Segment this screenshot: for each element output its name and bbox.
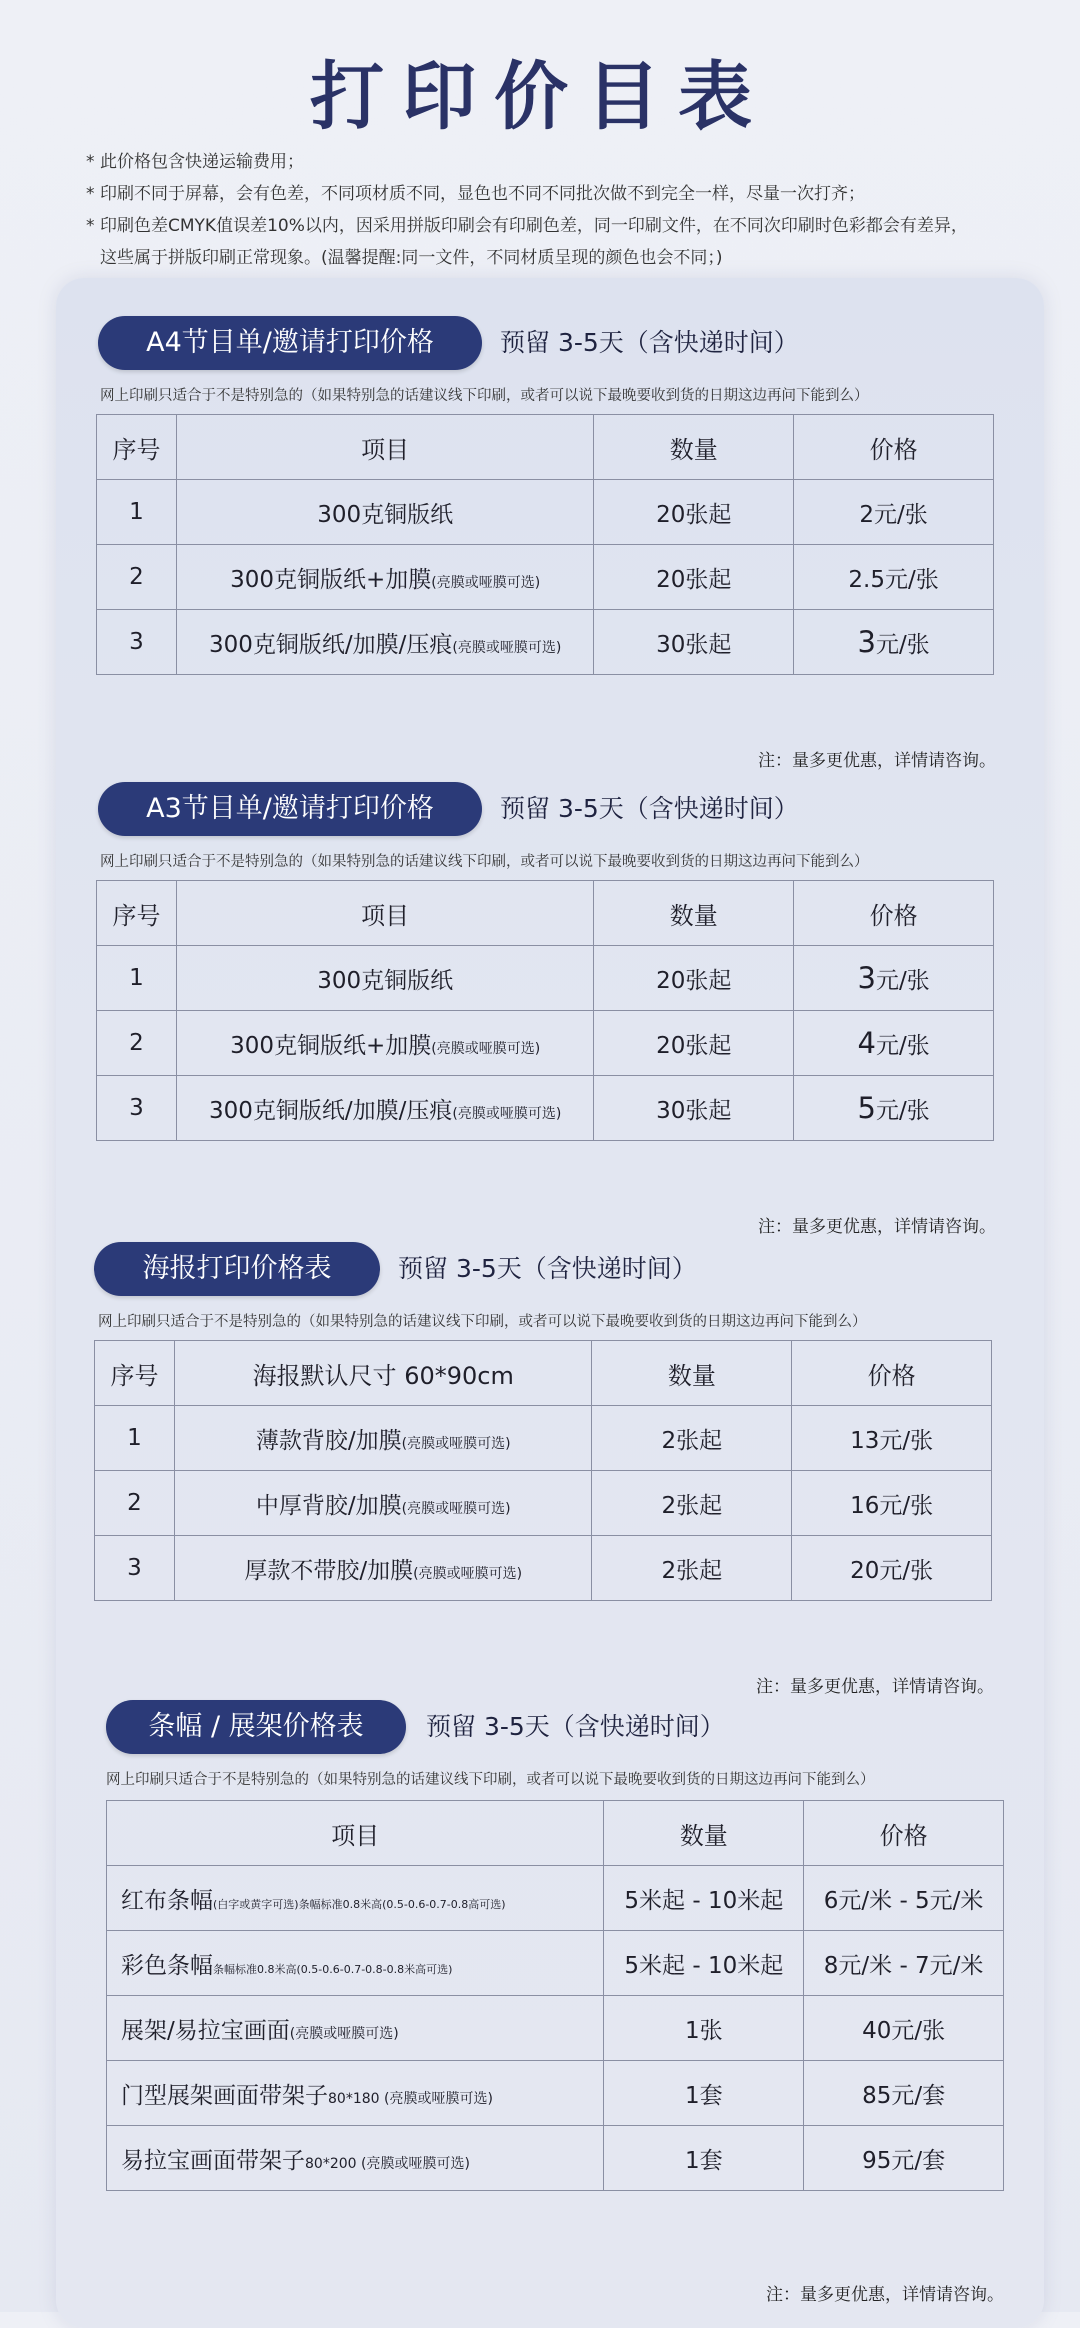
cell-price: 40元/张 [804, 1996, 1004, 2061]
header-item: 项目 [176, 415, 594, 480]
cell-price: 3元/张 [794, 946, 994, 1011]
header-size: 海报默认尺寸 60*90cm [174, 1341, 592, 1406]
table-header [95, 1341, 992, 1406]
cell-price: 5元/张 [794, 1076, 994, 1141]
cell-price: 4元/张 [794, 1011, 994, 1076]
cell-qty: 20张起 [594, 480, 794, 545]
header-qty: 数量 [594, 881, 794, 946]
header-price: 价格 [804, 1801, 1004, 1866]
section-banner-title: 条幅 / 展架价格表 [106, 1700, 406, 1754]
cell-no: 2 [95, 1471, 175, 1536]
cell-item: 300克铜版纸+加膜(亮膜或哑膜可选) [176, 1011, 594, 1076]
cell-qty: 30张起 [594, 1076, 794, 1141]
section-a3-title: A3节目单/邀请打印价格 [98, 782, 482, 836]
cell-no: 3 [97, 610, 177, 675]
cell-item: 厚款不带胶/加膜(亮膜或哑膜可选) [174, 1536, 592, 1601]
cell-price: 6元/米 - 5元/米 [804, 1866, 1004, 1931]
table-row [107, 2061, 1004, 2126]
note-2: * 印刷不同于屏幕，会有色差，不同项材质不同，显色也不同不同批次做不到完全一样，尽量一次打齐； [86, 184, 865, 204]
header-item: 项目 [176, 881, 594, 946]
header-no: 序号 [95, 1341, 175, 1406]
note-1: * 此价格包含快递运输费用； [86, 152, 304, 172]
cell-price: 95元/套 [804, 2126, 1004, 2191]
cell-no: 3 [97, 1076, 177, 1141]
header-qty: 数量 [592, 1341, 792, 1406]
section-a4-footnote: 注：量多更优惠，详情请咨询。 [758, 751, 996, 771]
table-a3 [96, 880, 994, 1141]
cell-item: 彩色条幅条幅标准0.8米高(0.5-0.6-0.7-0.8-0.8米高可选) [107, 1931, 604, 1996]
section-banner-subnote: 网上印刷只适合于不是特别急的（如果特别急的话建议线下印刷，或者可以说下最晚要收到货的日期这边再问下能到么） [106, 1772, 875, 1788]
cell-price: 2元/张 [794, 480, 994, 545]
section-a4-title: A4节目单/邀请打印价格 [98, 316, 482, 370]
cell-price: 13元/张 [792, 1406, 992, 1471]
cell-qty: 2张起 [592, 1536, 792, 1601]
cell-item: 300克铜版纸/加膜/压痕(亮膜或哑膜可选) [176, 1076, 594, 1141]
cell-price: 3元/张 [794, 610, 994, 675]
table-row [107, 2126, 1004, 2191]
table-row [95, 1406, 992, 1471]
cell-item: 门型展架画面带架子80*180 (亮膜或哑膜可选) [107, 2061, 604, 2126]
header-item: 项目 [107, 1801, 604, 1866]
cell-qty: 30张起 [594, 610, 794, 675]
section-a4-delivery: 预留 3-5天（含快递时间） [500, 328, 799, 357]
section-a3-delivery: 预留 3-5天（含快递时间） [500, 794, 799, 823]
cell-no: 1 [97, 480, 177, 545]
header-qty: 数量 [604, 1801, 804, 1866]
cell-qty: 1张 [604, 1996, 804, 2061]
table-row [107, 1931, 1004, 1996]
table-row [97, 1076, 994, 1141]
note-3: * 印刷色差CMYK值误差10%以内，因采用拼版印刷会有印刷色差，同一印刷文件，在不同次印刷时色彩都会有差异， [86, 216, 968, 236]
cell-no: 2 [97, 545, 177, 610]
table-row [97, 545, 994, 610]
table-row [97, 1011, 994, 1076]
header-price: 价格 [794, 415, 994, 480]
cell-item: 300克铜版纸/加膜/压痕(亮膜或哑膜可选) [176, 610, 594, 675]
section-poster-title: 海报打印价格表 [94, 1242, 380, 1296]
cell-qty: 2张起 [592, 1471, 792, 1536]
price-panel [56, 278, 1044, 2328]
cell-no: 2 [97, 1011, 177, 1076]
cell-qty: 1套 [604, 2126, 804, 2191]
header-no: 序号 [97, 881, 177, 946]
section-banner-footnote: 注：量多更优惠，详情请咨询。 [766, 2285, 1004, 2305]
table-row [97, 480, 994, 545]
section-poster-delivery: 预留 3-5天（含快递时间） [398, 1254, 697, 1283]
cell-no: 1 [95, 1406, 175, 1471]
cell-qty: 5米起 - 10米起 [604, 1866, 804, 1931]
section-a3-subnote: 网上印刷只适合于不是特别急的（如果特别急的话建议线下印刷，或者可以说下最晚要收到货的日期这边再问下能到么） [100, 854, 869, 870]
table-row [95, 1536, 992, 1601]
note-4: 这些属于拼版印刷正常现象。(温馨提醒:同一文件，不同材质呈现的颜色也会不同；) [100, 248, 723, 268]
cell-item: 展架/易拉宝画面(亮膜或哑膜可选) [107, 1996, 604, 2061]
cell-item: 薄款背胶/加膜(亮膜或哑膜可选) [174, 1406, 592, 1471]
header-price: 价格 [792, 1341, 992, 1406]
table-poster [94, 1340, 992, 1601]
table-row [95, 1471, 992, 1536]
cell-price: 8元/米 - 7元/米 [804, 1931, 1004, 1996]
cell-item: 红布条幅(白字或黄字可选)条幅标准0.8米高(0.5-0.6-0.7-0.8高可选) [107, 1866, 604, 1931]
section-poster-subnote: 网上印刷只适合于不是特别急的（如果特别急的话建议线下印刷，或者可以说下最晚要收到货的日期这边再问下能到么） [98, 1314, 867, 1330]
cell-item: 300克铜版纸 [176, 480, 594, 545]
table-header [107, 1801, 1004, 1866]
section-a4-subnote: 网上印刷只适合于不是特别急的（如果特别急的话建议线下印刷，或者可以说下最晚要收到货的日期这边再问下能到么） [100, 388, 869, 404]
section-a3-footnote: 注：量多更优惠，详情请咨询。 [758, 1217, 996, 1237]
cell-price: 20元/张 [792, 1536, 992, 1601]
cell-qty: 20张起 [594, 946, 794, 1011]
cell-qty: 2张起 [592, 1406, 792, 1471]
cell-price: 2.5元/张 [794, 545, 994, 610]
cell-no: 1 [97, 946, 177, 1011]
cell-item: 中厚背胶/加膜(亮膜或哑膜可选) [174, 1471, 592, 1536]
cell-item: 300克铜版纸+加膜(亮膜或哑膜可选) [176, 545, 594, 610]
page-title: 打印价目表 [310, 54, 770, 140]
header-price: 价格 [794, 881, 994, 946]
table-header [97, 881, 994, 946]
cell-price: 85元/套 [804, 2061, 1004, 2126]
cell-item: 易拉宝画面带架子80*200 (亮膜或哑膜可选) [107, 2126, 604, 2191]
cell-qty: 1套 [604, 2061, 804, 2126]
cell-item: 300克铜版纸 [176, 946, 594, 1011]
cell-qty: 5米起 - 10米起 [604, 1931, 804, 1996]
table-row [97, 610, 994, 675]
notes [86, 146, 1046, 274]
table-a4 [96, 414, 994, 675]
header-qty: 数量 [594, 415, 794, 480]
table-header [97, 415, 994, 480]
section-banner-delivery: 预留 3-5天（含快递时间） [426, 1712, 725, 1741]
cell-qty: 20张起 [594, 1011, 794, 1076]
table-row [107, 1866, 1004, 1931]
cell-no: 3 [95, 1536, 175, 1601]
table-row [107, 1996, 1004, 2061]
table-row [97, 946, 994, 1011]
cell-price: 16元/张 [792, 1471, 992, 1536]
cell-qty: 20张起 [594, 545, 794, 610]
section-poster-footnote: 注：量多更优惠，详情请咨询。 [756, 1677, 994, 1697]
table-banner [106, 1800, 1004, 2191]
header-no: 序号 [97, 415, 177, 480]
